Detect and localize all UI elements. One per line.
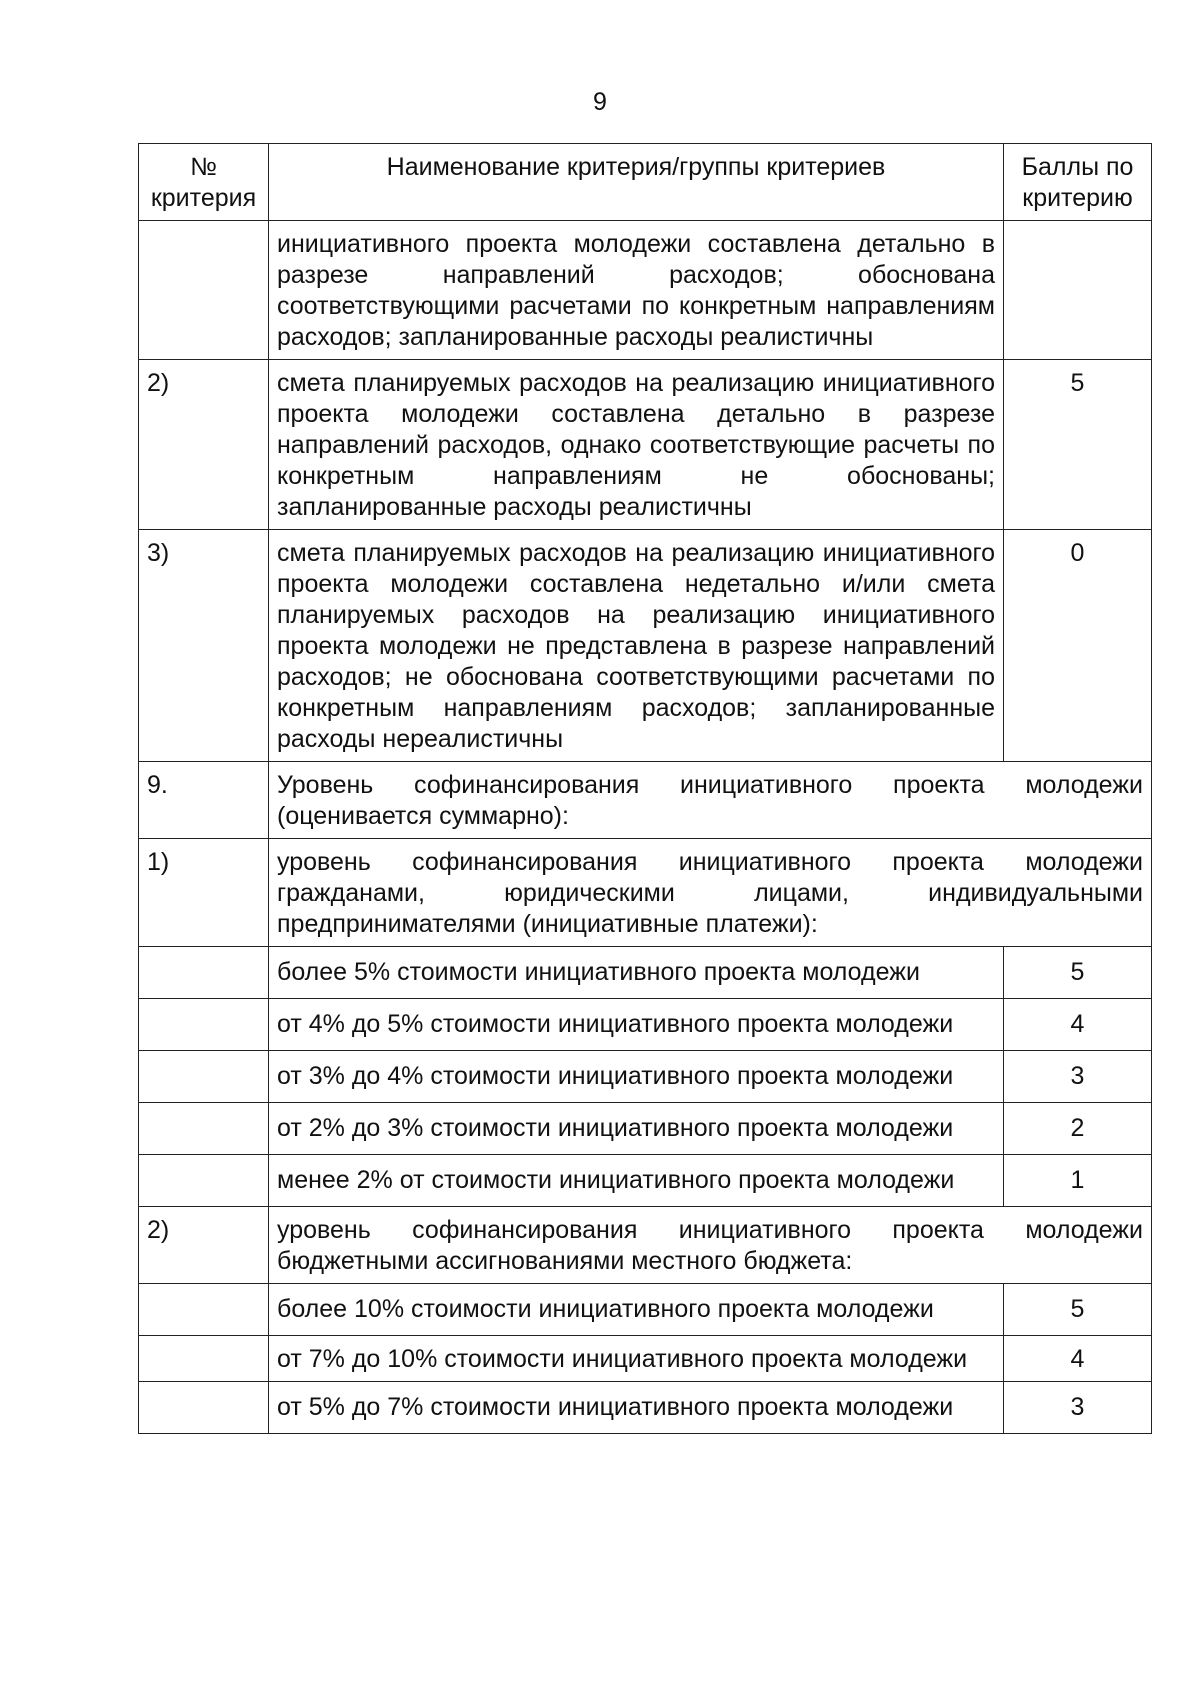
criteria-table	[138, 143, 1152, 1434]
table-row	[139, 1207, 1152, 1284]
row-description: менее 2% от стоимости инициативного проекта молодежи	[269, 1155, 1004, 1207]
row-score: 4	[1004, 999, 1152, 1051]
row-score: 1	[1004, 1155, 1152, 1207]
table-row	[139, 221, 1152, 360]
row-number	[139, 1155, 269, 1207]
row-number: 2)	[139, 1207, 269, 1284]
row-number: 3)	[139, 530, 269, 762]
row-number	[139, 947, 269, 999]
row-description: смета планируемых расходов на реализацию инициативного проекта молодежи составлена детально в разрезе направлений расходов, однако соответствующие расчеты по конкретным направлениям не обоснованы; запланированные расходы реалистичны	[269, 360, 1004, 530]
row-number	[139, 1103, 269, 1155]
table-row	[139, 839, 1152, 947]
row-number	[139, 221, 269, 360]
table-row	[139, 360, 1152, 530]
row-number	[139, 1382, 269, 1434]
row-number	[139, 1336, 269, 1382]
row-group-title: Уровень софинансирования инициативного проекта молодежи (оценивается суммарно):	[269, 762, 1152, 839]
table-row	[139, 1382, 1152, 1434]
table-row	[139, 762, 1152, 839]
row-number	[139, 1284, 269, 1336]
row-score: 5	[1004, 360, 1152, 530]
row-subgroup-title: уровень софинансирования инициативного проекта молодежи гражданами, юридическими лицами, индивидуальными предпринимателями (инициативные платежи):	[269, 839, 1152, 947]
row-description: смета планируемых расходов на реализацию инициативного проекта молодежи составлена недетально и/или смета планируемых расходов на реализацию инициативного проекта молодежи не представлена в разрезе направлений расходов; не обоснована соответствующими расчетами по конкретным направлениям расходов; запланированные расходы нереалистичны	[269, 530, 1004, 762]
row-score: 0	[1004, 530, 1152, 762]
header-criterion-name: Наименование критерия/группы критериев	[269, 144, 1004, 221]
table-row	[139, 1103, 1152, 1155]
row-number: 1)	[139, 839, 269, 947]
row-subgroup-title: уровень софинансирования инициативного проекта молодежи бюджетными ассигнованиями местного бюджета:	[269, 1207, 1152, 1284]
page-number: 9	[593, 88, 607, 116]
table-row	[139, 999, 1152, 1051]
table-row	[139, 1336, 1152, 1382]
table-row	[139, 530, 1152, 762]
table-row	[139, 1155, 1152, 1207]
row-description: от 7% до 10% стоимости инициативного проекта молодежи	[269, 1336, 1004, 1382]
table-row	[139, 947, 1152, 999]
row-description: от 4% до 5% стоимости инициативного проекта молодежи	[269, 999, 1004, 1051]
row-description: от 5% до 7% стоимости инициативного проекта молодежи	[269, 1382, 1004, 1434]
row-score: 5	[1004, 1284, 1152, 1336]
row-description: более 10% стоимости инициативного проекта молодежи	[269, 1284, 1004, 1336]
row-score	[1004, 221, 1152, 360]
row-description: от 3% до 4% стоимости инициативного проекта молодежи	[269, 1051, 1004, 1103]
row-score: 3	[1004, 1051, 1152, 1103]
row-description: более 5% стоимости инициативного проекта молодежи	[269, 947, 1004, 999]
row-score: 4	[1004, 1336, 1152, 1382]
table-row	[139, 1051, 1152, 1103]
row-number	[139, 999, 269, 1051]
row-description: инициативного проекта молодежи составлена детально в разрезе направлений расходов; обоснована соответствующими расчетами по конкретным направлениям расходов; запланированные расходы реалистичны	[269, 221, 1004, 360]
row-number: 2)	[139, 360, 269, 530]
header-criterion-number: № критерия	[139, 144, 269, 221]
row-number	[139, 1051, 269, 1103]
row-number: 9.	[139, 762, 269, 839]
row-score: 3	[1004, 1382, 1152, 1434]
row-description: от 2% до 3% стоимости инициативного проекта молодежи	[269, 1103, 1004, 1155]
row-score: 5	[1004, 947, 1152, 999]
row-score: 2	[1004, 1103, 1152, 1155]
table-header-row	[139, 144, 1152, 221]
table-row	[139, 1284, 1152, 1336]
header-criterion-score: Баллы по критерию	[1004, 144, 1152, 221]
